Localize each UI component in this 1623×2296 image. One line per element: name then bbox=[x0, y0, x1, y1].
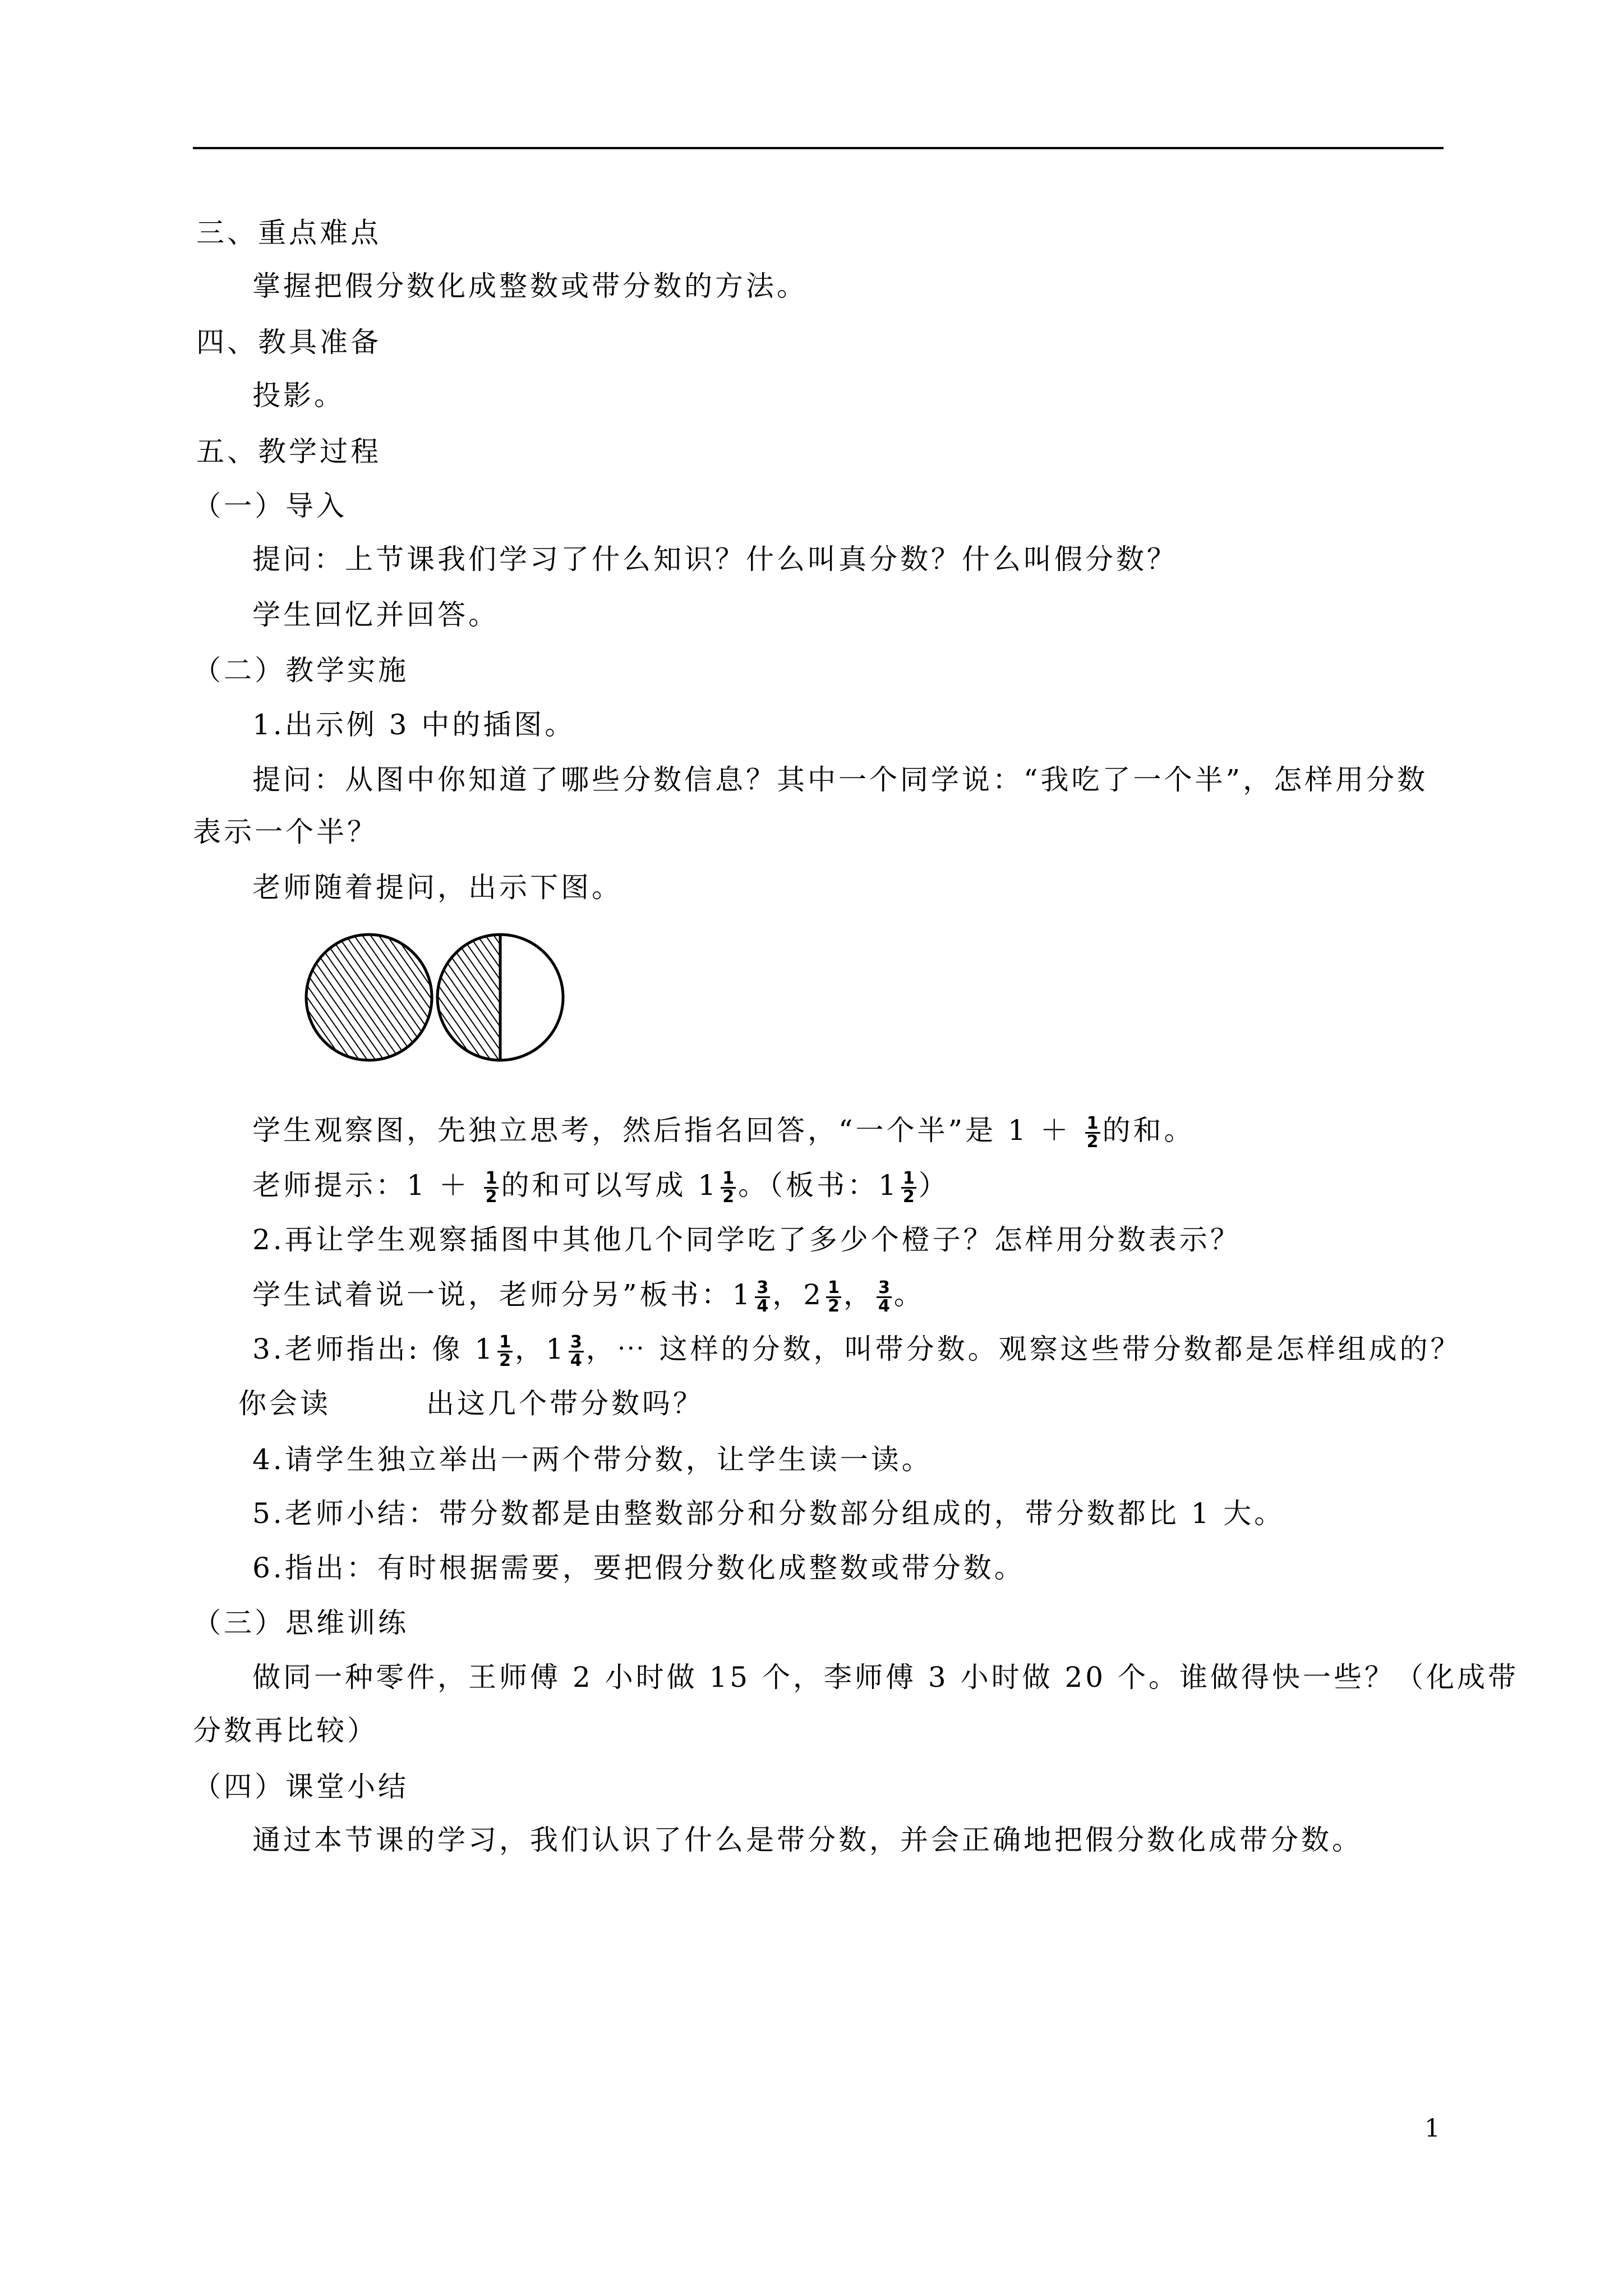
fraction-one-half: $\frac{1}{2}$ bbox=[497, 1334, 513, 1369]
half-circle bbox=[437, 935, 563, 1060]
part-2-question-line-2: 表示一个半？ bbox=[193, 816, 378, 848]
part-2-item-6: 6.指出：有时根据需要，要把假分数化成整数或带分数。 bbox=[252, 1552, 1025, 1584]
part-3-text-line-1: 做同一种零件，王师傅 2 小时做 15 个，李师傅 3 小时做 20 个。谁做得快一些？（化成带 bbox=[252, 1661, 1519, 1694]
part-1-answer: 学生回忆并回答。 bbox=[252, 599, 499, 631]
fraction-three-quarters: $\frac{3}{4}$ bbox=[877, 1280, 892, 1315]
part-2-question-line-1: 提问：从图中你知道了哪些分数信息？其中一个同学说：“我吃了一个半”，怎样用分数 bbox=[252, 763, 1428, 796]
fraction-one-half: $\frac{1}{2}$ bbox=[721, 1170, 736, 1205]
header-rule bbox=[193, 147, 1444, 149]
section-5-title: 五、教学过程 bbox=[196, 435, 381, 468]
part-2-item-3: 3.老师指出: 像 1 $\frac{1}{2}$ ，1 $\frac{3}{4}$ ，⋯ 这样的分数，叫带分数。观察这些带分数都是怎样组成的？ bbox=[252, 1332, 1461, 1370]
part-2-item-2: 2.再让学生观察插图中其他几个同学吃了多少个橙子？怎样用分数表示？ bbox=[252, 1223, 1241, 1256]
part-2-item-5: 5.老师小结：带分数都是由整数部分和分数部分组成的，带分数都比 1 大。 bbox=[252, 1497, 1285, 1530]
part-2-item-1: 1.出示例 3 中的插图。 bbox=[252, 708, 576, 741]
fraction-one-half: $\frac{1}{2}$ bbox=[1085, 1115, 1100, 1151]
part-1-question: 提问：上节课我们学习了什么知识？什么叫真分数？什么叫假分数？ bbox=[252, 543, 1178, 576]
try-line: 学生试着说一说，老师分另”板书：1 $\frac{3}{4}$ ，2 $\frac{1}{2}$ ， $\frac{3}{4}$ 。 bbox=[252, 1277, 925, 1316]
page-number: 1 bbox=[1424, 2114, 1440, 2143]
part-3-text-line-2: 分数再比较） bbox=[193, 1714, 378, 1747]
section-3-text: 掌握把假分数化成整数或带分数的方法。 bbox=[252, 270, 808, 302]
fraction-three-quarters: $\frac{3}{4}$ bbox=[755, 1280, 770, 1315]
fraction-one-half: $\frac{1}{2}$ bbox=[484, 1170, 499, 1205]
part-2-item-3-line-2b: 出这几个带分数吗？ bbox=[426, 1387, 704, 1420]
observe-line: 学生观察图，先独立思考，然后指名回答，“一个半”是 1 ＋ $\frac{1}{2}$ 的和。 bbox=[252, 1113, 1195, 1152]
fraction-one-half: $\frac{1}{2}$ bbox=[901, 1170, 916, 1205]
part-3-title: （三）思维训练 bbox=[193, 1607, 409, 1639]
section-4-title: 四、教具准备 bbox=[196, 326, 381, 358]
fraction-one-half: $\frac{1}{2}$ bbox=[826, 1280, 841, 1315]
section-3-title: 三、重点难点 bbox=[196, 217, 381, 249]
part-2-item-3-line-2a: 你会读 bbox=[238, 1387, 331, 1420]
part-4-title: （四）课堂小结 bbox=[193, 1770, 409, 1803]
part-2-show: 老师随着提问，出示下图。 bbox=[252, 871, 623, 904]
part-4-text: 通过本节课的学习，我们认识了什么是带分数，并会正确地把假分数化成带分数。 bbox=[252, 1824, 1363, 1856]
circles-figure bbox=[297, 926, 589, 1071]
part-1-title: （一）导入 bbox=[193, 490, 347, 522]
part-2-item-4: 4.请学生独立举出一两个带分数，让学生读一读。 bbox=[252, 1443, 933, 1476]
whole-circle bbox=[306, 935, 432, 1060]
section-4-text: 投影。 bbox=[252, 379, 345, 412]
fraction-three-quarters: $\frac{3}{4}$ bbox=[569, 1334, 584, 1369]
part-2-title: （二）教学实施 bbox=[193, 654, 409, 687]
hint-line: 老师提示：1 ＋ $\frac{1}{2}$ 的和可以写成 1 $\frac{1}{2}$ 。（板书：1 $\frac{1}{2}$ ） bbox=[252, 1168, 949, 1207]
